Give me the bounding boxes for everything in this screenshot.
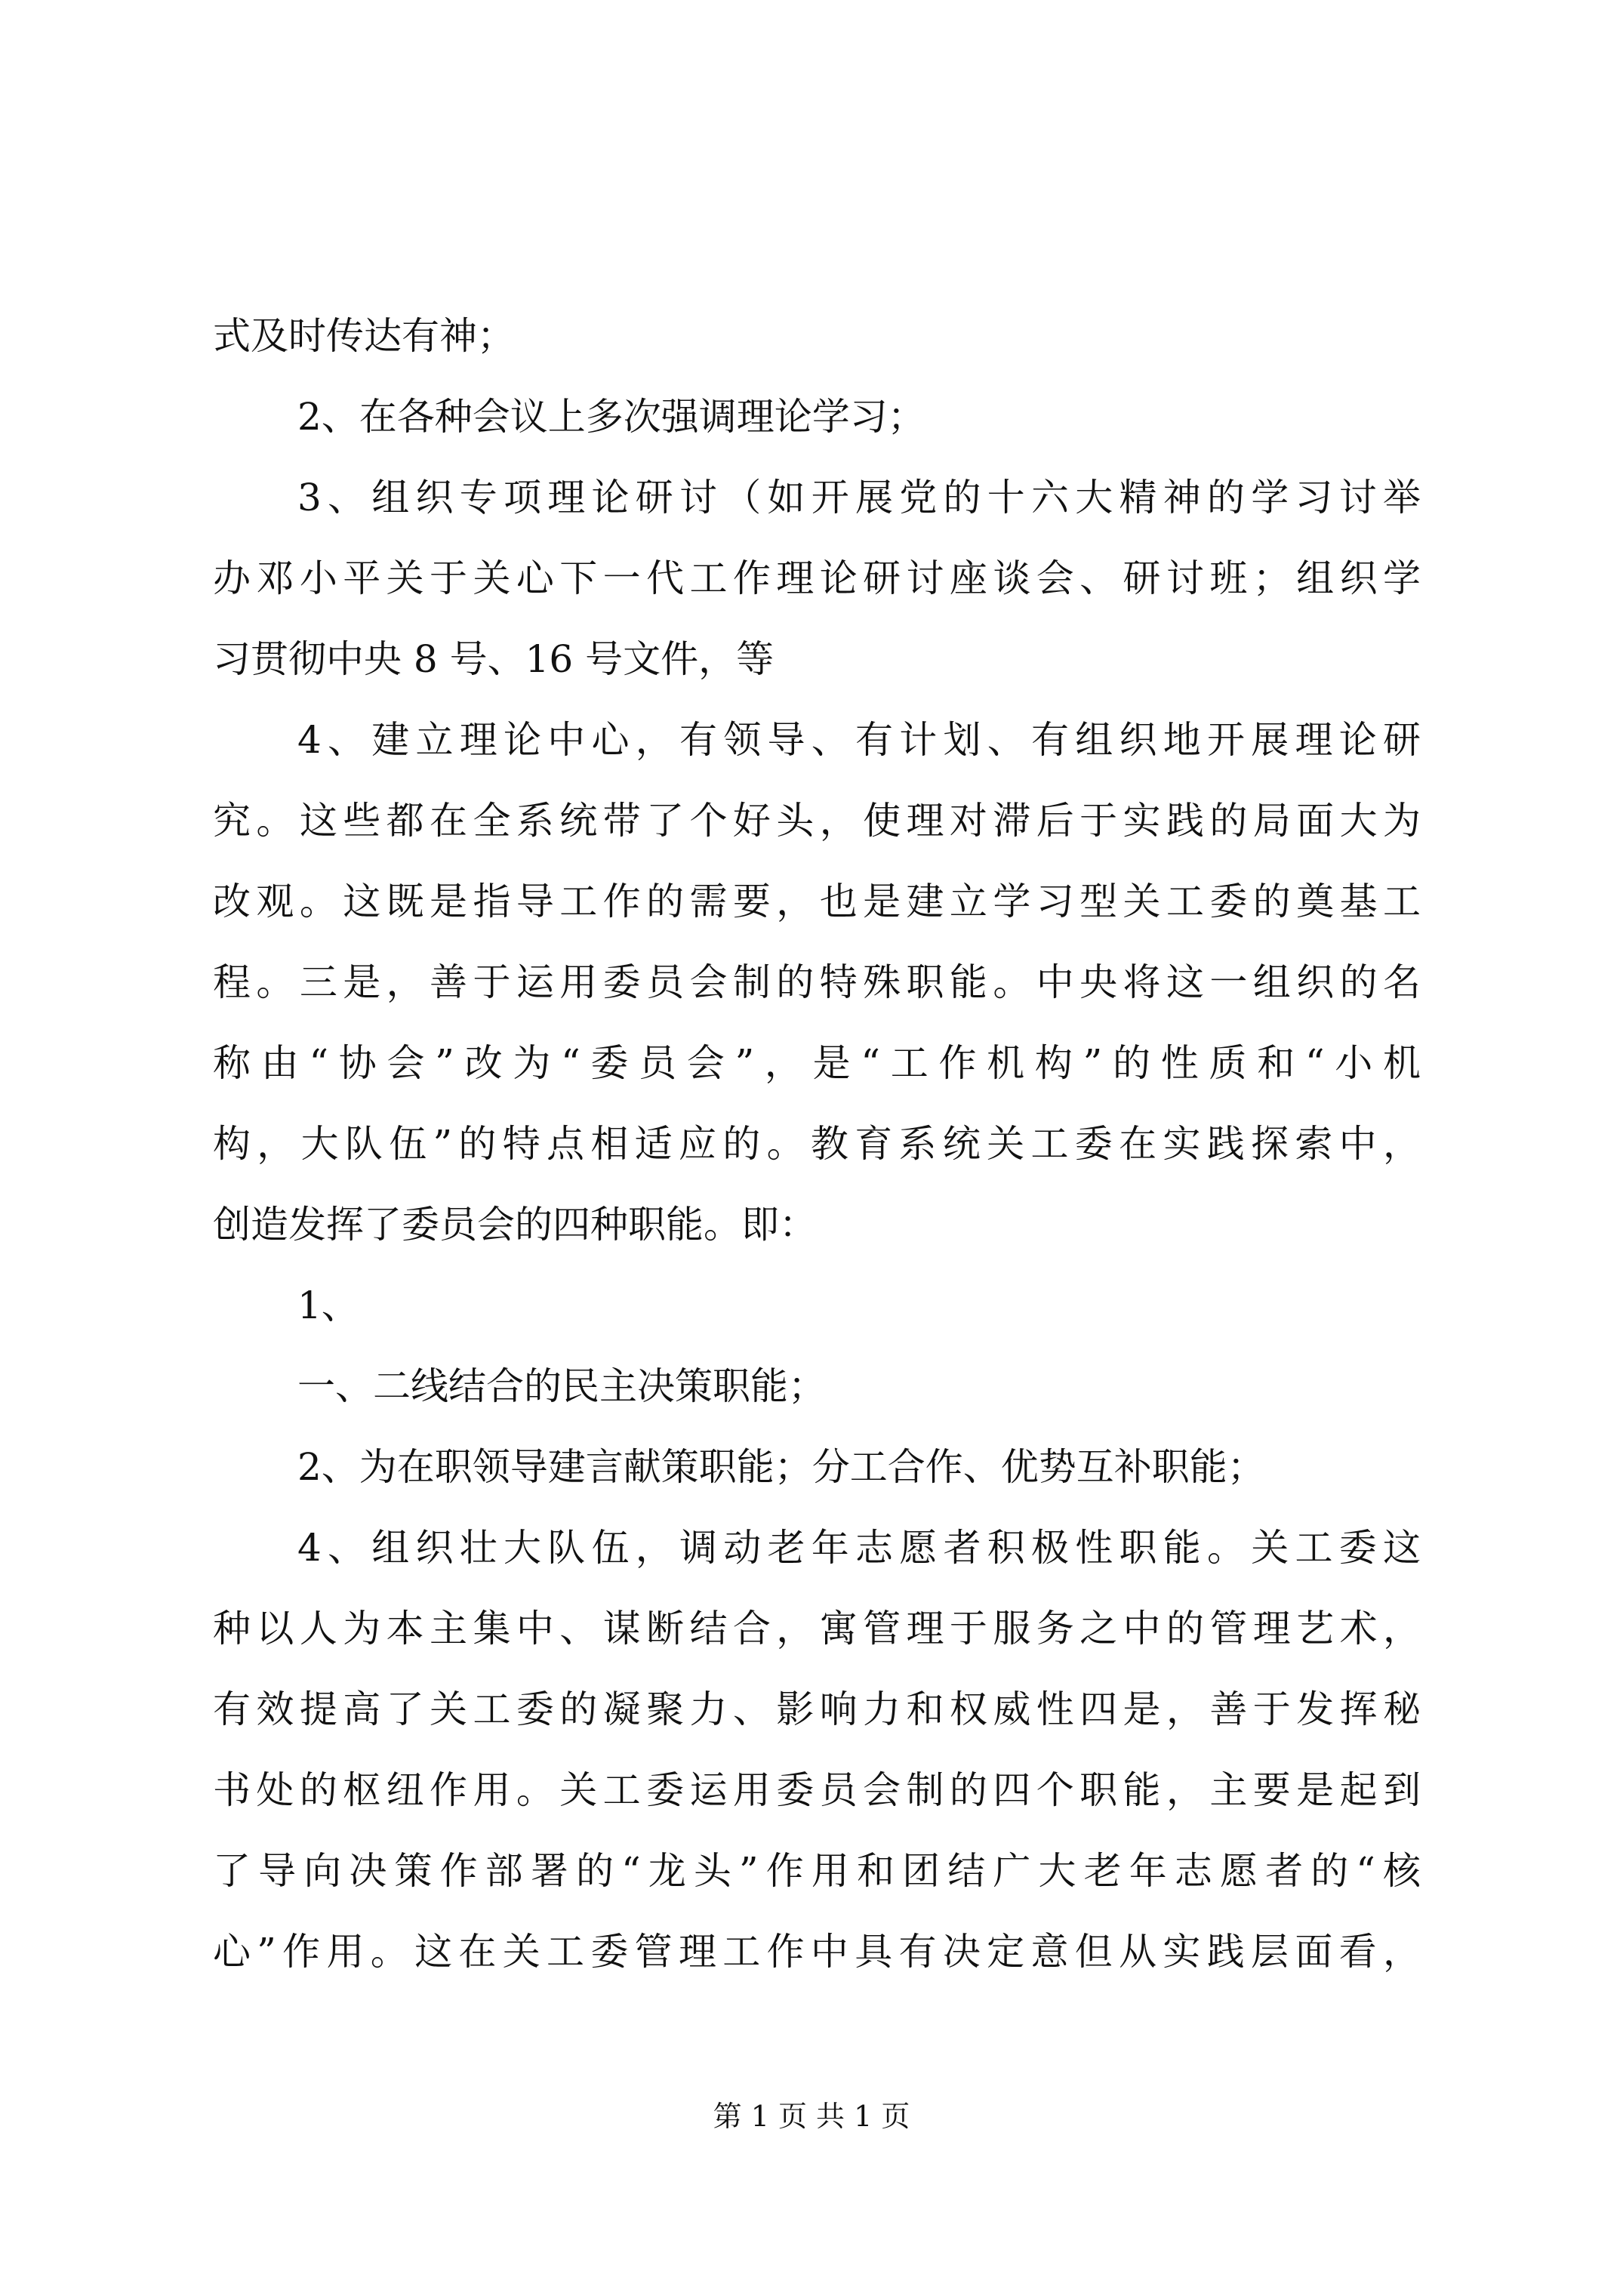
text-line-9: 程。三是，善于运用委员会制的特殊职能。中央将这一组织的名 — [213, 960, 1421, 1004]
text-line-2: 2、在各种会议上多次强调理论学习； — [297, 395, 925, 439]
text-line-1: 式及时传达有神； — [213, 314, 515, 358]
text-line-21: 心”作用。这在关工委管理工作中具有决定意但从实践层面看， — [213, 1930, 1421, 1974]
document-body — [213, 296, 1421, 1992]
text-line-20: 了导向决策作部署的“龙头”作用和团结广大老年志愿者的“核 — [213, 1849, 1421, 1893]
text-line-13: 1、 — [297, 1284, 359, 1327]
text-line-19: 书处的枢纽作用。关工委运用委员会制的四个职能，主要是起到 — [213, 1768, 1421, 1812]
text-line-7: 究。这些都在全系统带了个好头，使理对滞后于实践的局面大为 — [213, 799, 1421, 843]
text-line-18: 有效提高了关工委的凝聚力、影响力和权威性四是，善于发挥秘 — [213, 1687, 1421, 1731]
page-number-footer: 第 1 页 共 1 页 — [713, 2100, 910, 2133]
text-line-14: 一、二线结合的民主决策职能； — [297, 1364, 826, 1408]
text-line-8: 改观。这既是指导工作的需要，也是建立学习型关工委的奠基工 — [213, 880, 1421, 923]
text-line-17: 种以人为本主集中、谋断结合，寓管理于服务之中的管理艺术， — [213, 1607, 1421, 1650]
text-line-3: 3、组织专项理论研讨（如开展党的十六大精神的学习讨举 — [297, 476, 1421, 519]
text-line-10: 称由“协会”改为“委员会”，是“工作机构”的性质和“小机 — [213, 1041, 1421, 1085]
text-line-15: 2、为在职领导建言献策职能；分工合作、优势互补职能； — [297, 1445, 1265, 1489]
text-line-12: 创造发挥了委员会的四种职能。即： — [213, 1203, 817, 1247]
text-line-11: 构，大队伍”的特点相适应的。教育系统关工委在实践探索中， — [213, 1122, 1421, 1166]
text-line-5: 习贯彻中央 8 号、16 号文件，等 — [213, 637, 775, 681]
text-line-16: 4、组织壮大队伍，调动老年志愿者积极性职能。关工委这 — [297, 1526, 1421, 1570]
text-line-4: 办邓小平关于关心下一代工作理论研讨座谈会、研讨班；组织学 — [213, 556, 1421, 600]
text-line-6: 4、建立理论中心，有领导、有计划、有组织地开展理论研 — [297, 718, 1421, 762]
